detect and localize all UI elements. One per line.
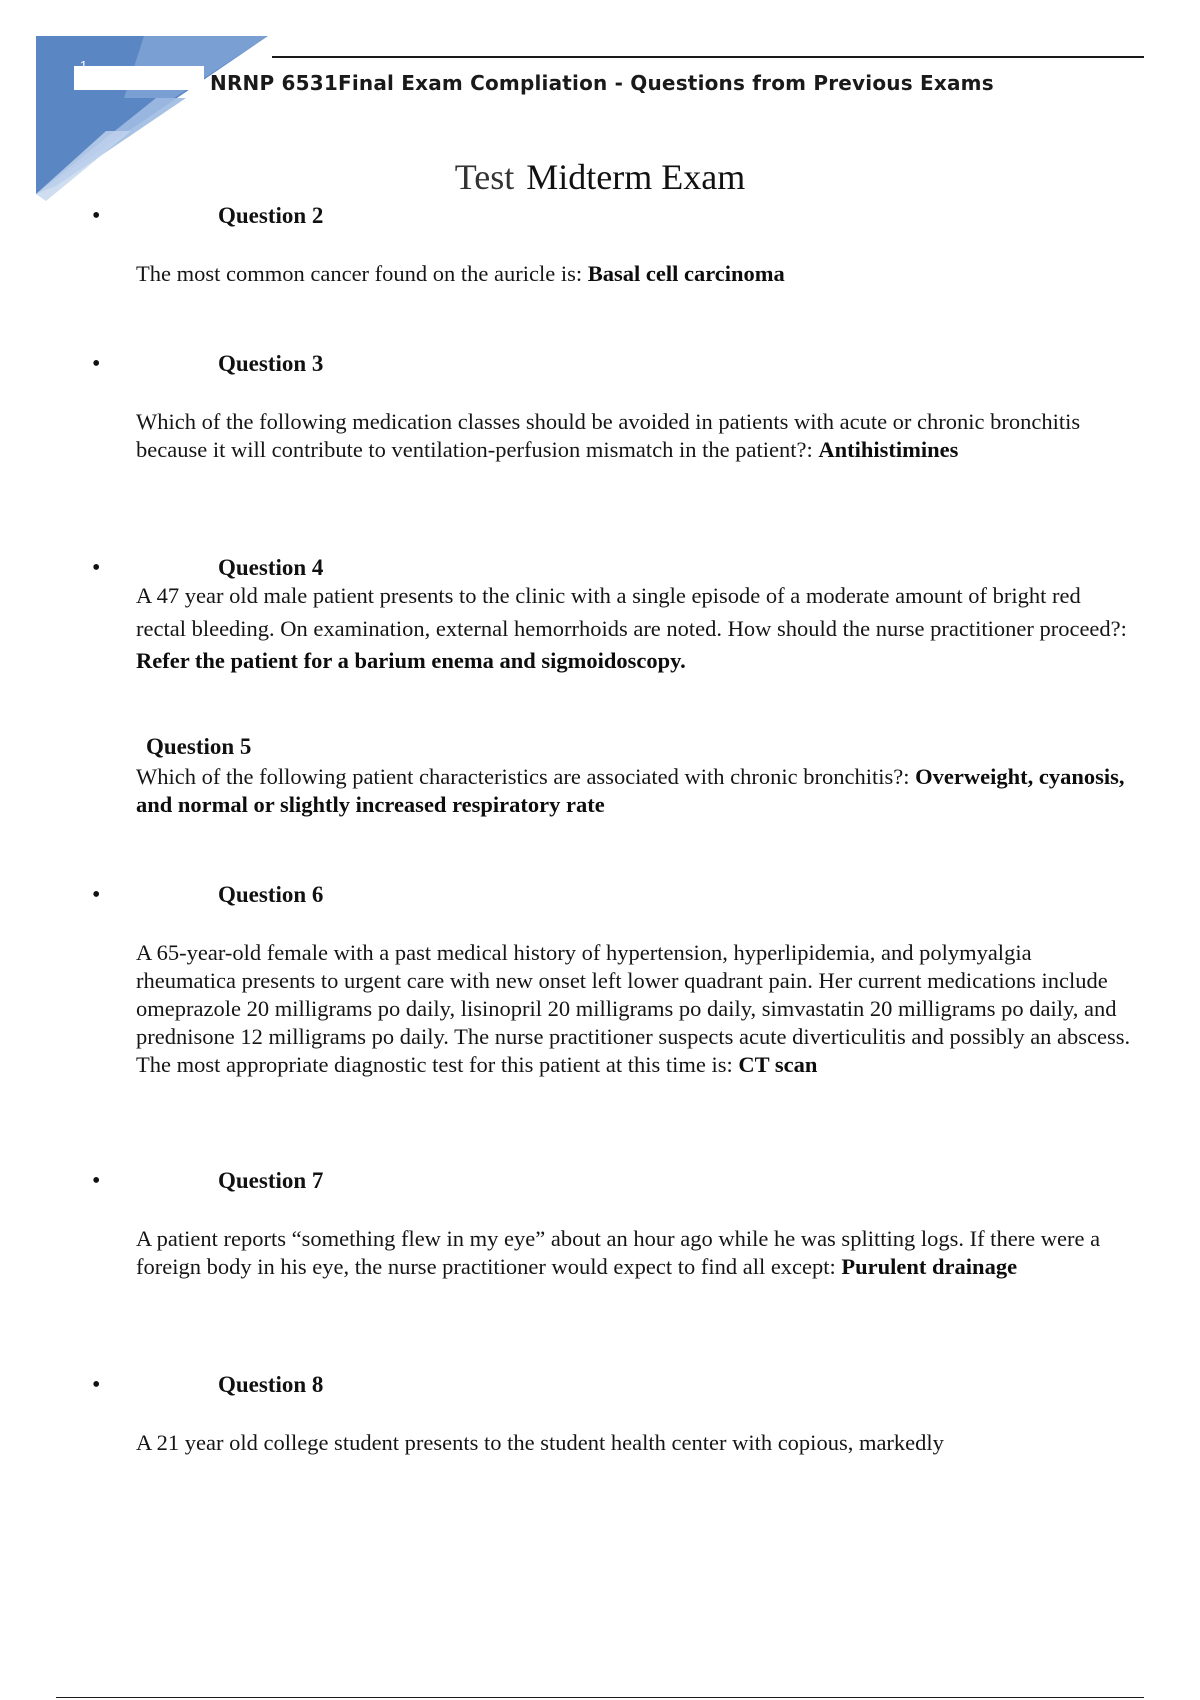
question-prompt: A patient reports “something flew in my eye” about an hour ago while he was splitting logs. If there were a foreign body in his eye, the nurse practitioner would expect to find all except: bbox=[136, 1226, 1101, 1279]
header-title: NRNP 6531Final Exam Compliation - Questions from Previous Exams bbox=[210, 71, 994, 95]
footer-rule bbox=[56, 1697, 1144, 1698]
question-prompt: Which of the following medication classes should be avoided in patients with acute or chronic bronchitis because it will contribute to ventilation-perfusion mismatch in the patient?: bbox=[136, 409, 1081, 462]
question-heading: Question 2 bbox=[218, 203, 324, 228]
question-prompt: Which of the following patient characteristics are associated with chronic bronchitis?: bbox=[136, 764, 916, 789]
question-text bbox=[136, 1225, 1136, 1281]
question-heading: Question 5 bbox=[146, 734, 252, 759]
header-rule bbox=[272, 56, 1144, 58]
question-heading: Question 7 bbox=[218, 1168, 324, 1193]
question-prompt: A 47 year old male patient presents to the clinic with a single episode of a moderate amount of bright red rectal bleeding. On examination, external hemorrhoids are noted. How should the nurse practitioner proceed?: bbox=[136, 583, 1127, 641]
bullet-icon: • bbox=[92, 555, 101, 581]
question-heading: Question 4 bbox=[218, 555, 324, 580]
bullet-icon: • bbox=[92, 351, 101, 377]
question-heading: Question 3 bbox=[218, 351, 324, 376]
question-text bbox=[136, 580, 1136, 678]
question-prompt: The most common cancer found on the auricle is: bbox=[136, 261, 588, 286]
question-text bbox=[136, 408, 1136, 464]
document-title-prefix: Test bbox=[454, 157, 515, 197]
question-heading: Question 6 bbox=[218, 882, 324, 907]
document-title-main: Midterm Exam bbox=[526, 157, 746, 197]
document-title bbox=[0, 155, 1200, 199]
question-answer: Refer the patient for a barium enema and sigmoidoscopy. bbox=[136, 648, 686, 673]
question-answer: Basal cell carcinoma bbox=[587, 261, 785, 286]
question-prompt: A 65-year-old female with a past medical history of hypertension, hyperlipidemia, and polymyalgia rheumatica presents to urgent care with new onset left lower quadrant pain. Her current medications include omeprazole 20 milligrams po daily, lisinopril 20 milligrams po daily, simvastatin 20 milligrams po daily, and prednisone 12 milligrams po daily. The nurse practitioner suspects acute diverticulitis and possibly an abscess. The most appropriate diagnostic test for this patient at this time is: bbox=[136, 940, 1131, 1077]
question-answer: Antihistimines bbox=[818, 437, 959, 462]
question-prompt: A 21 year old college student presents to the student health center with copious, markedly bbox=[136, 1430, 944, 1455]
bullet-icon: • bbox=[92, 1372, 101, 1398]
question-answer: Overweight, cyanosis, and normal or slightly increased respiratory rate bbox=[136, 764, 1125, 817]
question-answer: Purulent drainage bbox=[841, 1254, 1018, 1279]
bullet-icon: • bbox=[92, 882, 101, 908]
question-text bbox=[136, 1429, 1136, 1457]
question-text bbox=[136, 763, 1136, 819]
question-answer: CT scan bbox=[738, 1052, 818, 1077]
question-text bbox=[136, 260, 1136, 288]
page-number: 1 bbox=[80, 58, 88, 73]
question-heading: Question 8 bbox=[218, 1372, 324, 1397]
bullet-icon: • bbox=[92, 203, 101, 229]
bullet-icon: • bbox=[92, 1168, 101, 1194]
question-text bbox=[136, 939, 1136, 1079]
